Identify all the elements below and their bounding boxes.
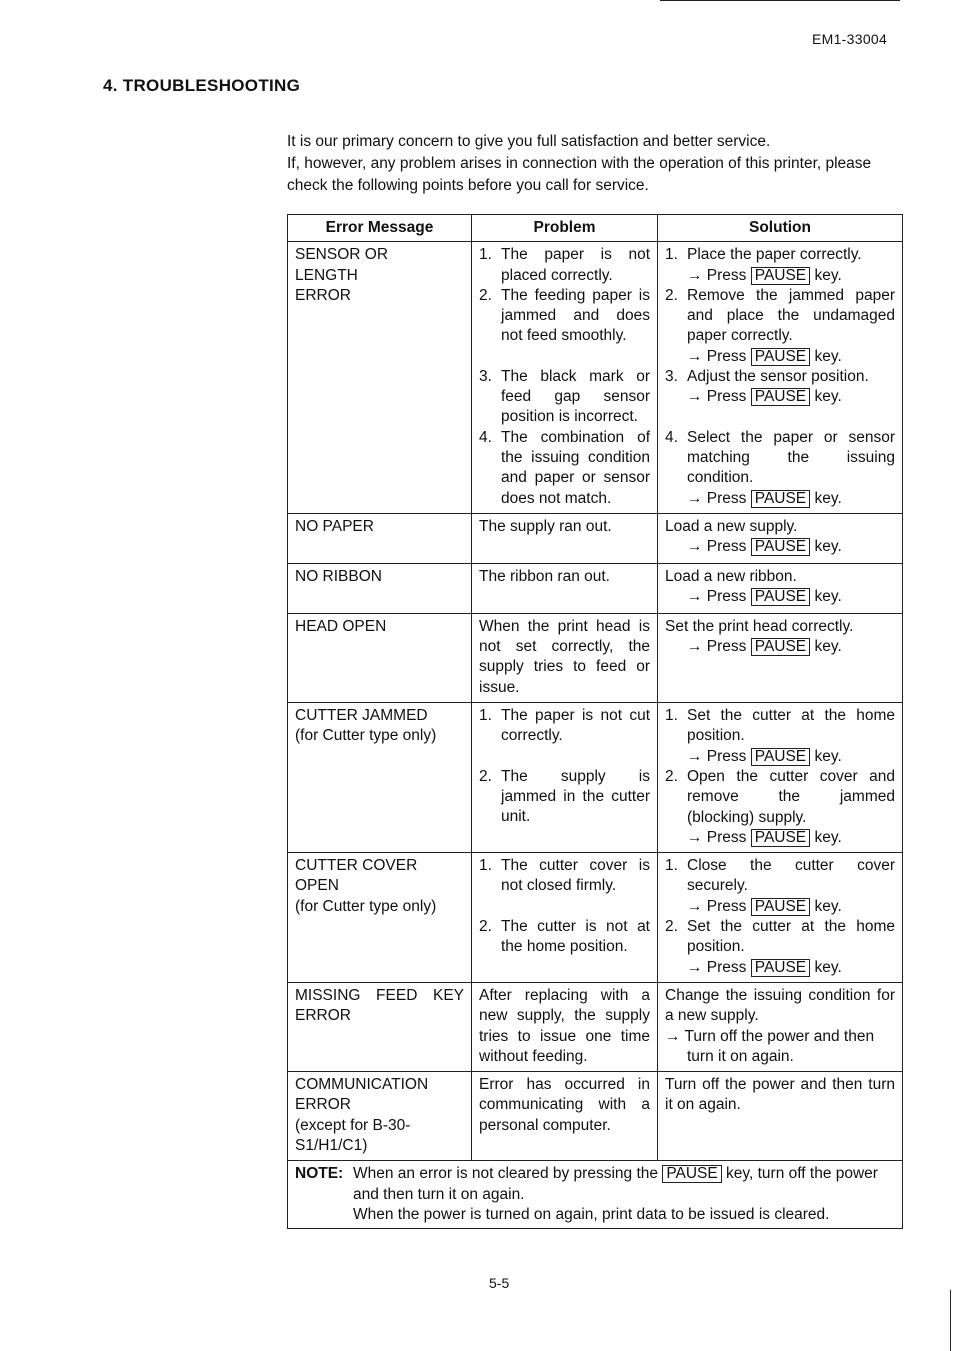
press-pause-instruction: → Press PAUSE key. — [687, 538, 842, 556]
note-row — [288, 1161, 903, 1229]
solution-cell — [658, 242, 903, 514]
pause-key-label: PAUSE — [751, 267, 810, 285]
problem-cell — [472, 853, 658, 983]
table-row — [288, 613, 903, 702]
note-cell — [288, 1161, 903, 1229]
troubleshooting-table — [287, 214, 903, 1229]
solution-item: 2. Remove the jammed paper and place the undamaged paper correctly. — [665, 286, 895, 345]
error-message: SENSOR OR LENGTH ERROR — [295, 246, 389, 304]
error-message-cell — [288, 1072, 472, 1161]
press-pause-instruction: → Press PAUSE key. — [687, 489, 842, 507]
error-message-cell — [288, 982, 472, 1071]
section-title: 4. TROUBLESHOOTING — [103, 76, 301, 95]
solution-item: 4. Select the paper or sensor matching the issuing condition. — [665, 428, 895, 487]
error-message: CUTTER COVER OPEN — [295, 857, 418, 895]
solution-item: 1. Place the paper correctly. — [665, 246, 862, 264]
solution-cell: Turn off the power and then turn it on again. — [658, 1072, 903, 1161]
solution-item: 2. Set the cutter at the home position. — [665, 918, 895, 956]
problem-cell: After replacing with a new supply, the supply tries to issue one time without feeding. — [472, 982, 658, 1071]
solution-item: 1. Close the cutter cover securely. — [665, 857, 895, 895]
table-row — [288, 982, 903, 1071]
press-pause-instruction: → Press PAUSE key. — [687, 266, 842, 284]
table-row — [288, 703, 903, 853]
solution-cell: Change the issuing condition for a new supply. → Turn off the power and then turn it on again. — [658, 982, 903, 1071]
error-message-cell — [288, 563, 472, 613]
intro-text — [287, 131, 907, 197]
solution-cell: Load a new supply. → Press PAUSE key. — [658, 513, 903, 563]
problem-cell: The ribbon ran out. — [472, 563, 658, 613]
pause-key-label: PAUSE — [751, 538, 810, 556]
problem-item: 3. The black mark or feed gap sensor position is incorrect. — [479, 367, 650, 426]
intro-line-1: It is our primary concern to give you full satisfaction and better service. — [287, 133, 771, 150]
problem-item: 1. The paper is not cut correctly. — [479, 707, 650, 745]
press-pause-instruction: → Press PAUSE key. — [687, 347, 842, 365]
page-number: 5-5 — [489, 1275, 510, 1291]
scan-edge-mark — [660, 0, 900, 1]
problem-cell — [472, 703, 658, 853]
error-message: COMMUNICATION ERROR — [295, 1076, 429, 1114]
error-note: (for Cutter type only) — [295, 897, 437, 915]
header-solution: Solution — [658, 215, 903, 242]
press-pause-instruction: → Press PAUSE key. — [687, 747, 842, 765]
pause-key-label: PAUSE — [662, 1165, 721, 1183]
problem-item: 2. The cutter is not at the home position. — [479, 917, 650, 956]
error-message: HEAD OPEN — [295, 617, 387, 635]
pause-key-label: PAUSE — [751, 898, 810, 916]
pause-key-label: PAUSE — [751, 638, 810, 656]
error-message: NO RIBBON — [295, 567, 382, 585]
pause-key-label: PAUSE — [751, 588, 810, 606]
note-label: NOTE: — [295, 1165, 344, 1183]
pause-key-label: PAUSE — [751, 388, 810, 406]
error-message: NO PAPER — [295, 517, 374, 535]
error-message-cell — [288, 513, 472, 563]
problem-item: 2. The supply is jammed in the cutter unit. — [479, 767, 650, 826]
press-pause-instruction: → Press PAUSE key. — [687, 638, 842, 656]
problem-cell: When the print head is not set correctly, the supply tries to feed or issue. — [472, 613, 658, 702]
solution-item: 2. Open the cutter cover and remove the jammed (blocking) supply. — [665, 767, 895, 826]
press-pause-instruction: → Press PAUSE key. — [687, 588, 842, 606]
document-number: EM1-33004 — [812, 31, 888, 47]
solution-item: 1. Set the cutter at the home position. — [665, 707, 895, 745]
error-message-cell — [288, 853, 472, 983]
error-message-cell — [288, 703, 472, 853]
intro-line-2: If, however, any problem arises in connection with the operation of this printer, please check the following points before you call for service. — [287, 155, 872, 194]
solution-cell — [658, 853, 903, 983]
error-message-cell — [288, 242, 472, 514]
note-body: When an error is not cleared by pressing the PAUSE key, turn off the power and then turn it on again. When the power is turned on again, print data to be issued is cleared. — [353, 1164, 894, 1225]
pause-key-label: PAUSE — [751, 959, 810, 977]
solution-cell — [658, 703, 903, 853]
error-message-cell — [288, 613, 472, 702]
problem-item: 4. The combination of the issuing condition and paper or sensor does not match. — [479, 428, 650, 507]
problem-item: 1. The paper is not placed correctly. — [479, 246, 650, 284]
problem-item: 1. The cutter cover is not closed firmly. — [479, 857, 650, 895]
table-row — [288, 853, 903, 983]
error-note: (for Cutter type only) — [295, 727, 437, 745]
problem-item: 2. The feeding paper is jammed and does not feed smoothly. — [479, 286, 650, 345]
pause-key-label: PAUSE — [751, 748, 810, 766]
error-message: CUTTER JAMMED — [295, 707, 428, 725]
solution-action: → Turn off the power and then turn it on again. — [665, 1027, 875, 1065]
pause-key-label: PAUSE — [751, 348, 810, 366]
table-row — [288, 563, 903, 613]
press-pause-instruction: → Press PAUSE key. — [687, 828, 842, 846]
solution-cell: Load a new ribbon. → Press PAUSE key. — [658, 563, 903, 613]
error-note: (except for B-30-S1/H1/C1) — [295, 1116, 411, 1154]
table-header-row — [288, 215, 903, 242]
press-pause-instruction: → Press PAUSE key. — [687, 388, 842, 406]
solution-item: 3. Adjust the sensor position. — [665, 368, 869, 386]
problem-cell: Error has occurred in communicating with a personal computer. — [472, 1072, 658, 1161]
problem-cell — [472, 242, 658, 514]
scan-edge-mark — [950, 1290, 951, 1351]
table-row — [288, 513, 903, 563]
problem-cell: The supply ran out. — [472, 513, 658, 563]
pause-key-label: PAUSE — [751, 490, 810, 508]
press-pause-instruction: → Press PAUSE key. — [687, 958, 842, 976]
table-row — [288, 242, 903, 514]
header-problem: Problem — [472, 215, 658, 242]
press-pause-instruction: → Press PAUSE key. — [687, 897, 842, 915]
error-message: MISSING FEED KEY ERROR — [295, 986, 464, 1025]
header-error-message: Error Message — [288, 215, 472, 242]
note-line-2: When the power is turned on again, print data to be issued is cleared. — [353, 1205, 830, 1223]
pause-key-label: PAUSE — [751, 829, 810, 847]
table-row — [288, 1072, 903, 1161]
solution-cell: Set the print head correctly. → Press PAUSE key. — [658, 613, 903, 702]
